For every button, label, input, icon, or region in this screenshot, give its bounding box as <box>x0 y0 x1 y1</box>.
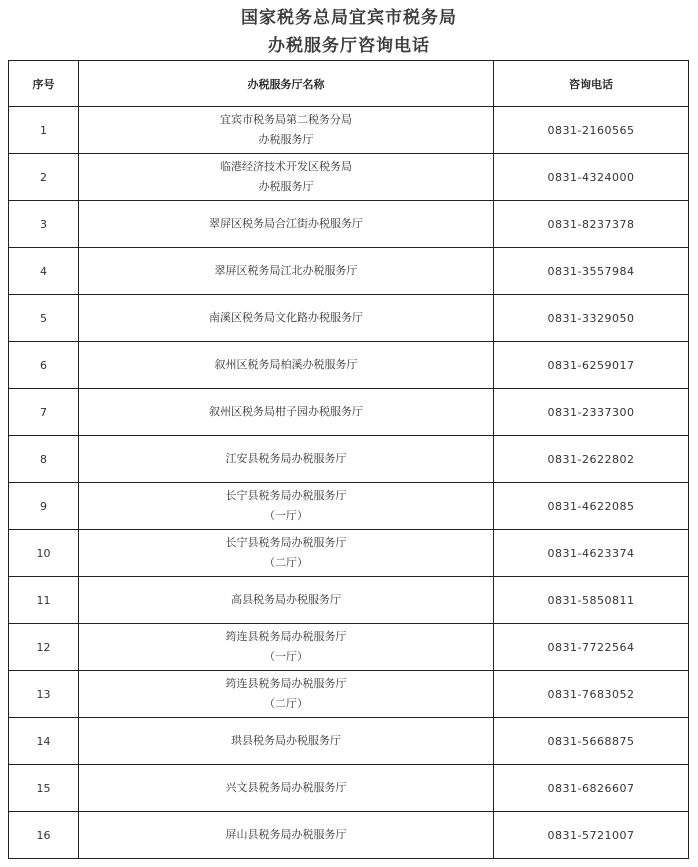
table-row <box>9 530 689 577</box>
table-row <box>9 812 689 859</box>
cell-no: 15 <box>9 765 79 812</box>
table-row <box>9 671 689 718</box>
cell-no: 3 <box>9 201 79 248</box>
cell-no: 4 <box>9 248 79 295</box>
hall-name-line: 长宁县税务局办税服务厅 <box>225 536 347 549</box>
header-no: 序号 <box>9 61 79 107</box>
hall-name-line: 南溪区税务局文化路办税服务厅 <box>209 311 363 324</box>
table-row <box>9 248 689 295</box>
cell-hall-name <box>79 624 494 671</box>
cell-phone: 0831-5721007 <box>494 812 689 859</box>
cell-phone: 0831-3557984 <box>494 248 689 295</box>
table-row <box>9 765 689 812</box>
header-phone: 咨询电话 <box>494 61 689 107</box>
cell-no: 14 <box>9 718 79 765</box>
table-row <box>9 483 689 530</box>
hall-name-line: 长宁县税务局办税服务厅 <box>225 489 347 502</box>
cell-hall-name <box>79 342 494 389</box>
hall-name-line: 叙州区税务局柏溪办税服务厅 <box>214 358 358 371</box>
cell-hall-name <box>79 107 494 154</box>
cell-hall-name <box>79 671 494 718</box>
cell-phone: 0831-5668875 <box>494 718 689 765</box>
cell-hall-name <box>79 483 494 530</box>
hall-name-line: 翠屏区税务局江北办税服务厅 <box>214 264 358 277</box>
cell-phone: 0831-2622802 <box>494 436 689 483</box>
cell-hall-name <box>79 295 494 342</box>
hall-name-line: （一厅） <box>264 509 308 522</box>
cell-hall-name <box>79 389 494 436</box>
hall-name-line: （二厅） <box>264 697 308 710</box>
tax-hall-table <box>8 60 689 859</box>
cell-no: 12 <box>9 624 79 671</box>
hall-name-line: （一厅） <box>264 650 308 663</box>
table-row <box>9 718 689 765</box>
table-header-row <box>9 61 689 107</box>
cell-hall-name <box>79 436 494 483</box>
cell-phone: 0831-4324000 <box>494 154 689 201</box>
cell-hall-name <box>79 577 494 624</box>
title-line-2: 办税服务厅咨询电话 <box>268 36 430 56</box>
cell-phone: 0831-4623374 <box>494 530 689 577</box>
hall-name-line: 办税服务厅 <box>258 180 314 193</box>
table-row <box>9 201 689 248</box>
cell-hall-name <box>79 765 494 812</box>
hall-name-line: 屏山县税务局办税服务厅 <box>225 828 347 841</box>
hall-name-line: 翠屏区税务局合江街办税服务厅 <box>209 217 363 230</box>
cell-no: 11 <box>9 577 79 624</box>
hall-name-line: 筠连县税务局办税服务厅 <box>225 677 347 690</box>
header-name: 办税服务厅名称 <box>79 61 494 107</box>
hall-name-line: 办税服务厅 <box>258 133 314 146</box>
cell-no: 5 <box>9 295 79 342</box>
hall-name-line: 珙县税务局办税服务厅 <box>231 734 341 747</box>
table-body <box>9 107 689 859</box>
cell-no: 9 <box>9 483 79 530</box>
cell-phone: 0831-4622085 <box>494 483 689 530</box>
table-row <box>9 342 689 389</box>
cell-no: 6 <box>9 342 79 389</box>
title-line-1: 国家税务总局宜宾市税务局 <box>241 8 457 28</box>
cell-no: 1 <box>9 107 79 154</box>
cell-phone: 0831-2160565 <box>494 107 689 154</box>
cell-no: 16 <box>9 812 79 859</box>
hall-name-line: 宜宾市税务局第二税务分局 <box>220 113 352 126</box>
cell-phone: 0831-6259017 <box>494 342 689 389</box>
cell-phone: 0831-2337300 <box>494 389 689 436</box>
cell-no: 2 <box>9 154 79 201</box>
cell-hall-name <box>79 718 494 765</box>
cell-no: 8 <box>9 436 79 483</box>
table-row <box>9 389 689 436</box>
cell-phone: 0831-3329050 <box>494 295 689 342</box>
table-row <box>9 295 689 342</box>
hall-name-line: 兴文县税务局办税服务厅 <box>225 781 347 794</box>
cell-phone: 0831-8237378 <box>494 201 689 248</box>
table-row <box>9 624 689 671</box>
table-row <box>9 154 689 201</box>
cell-hall-name <box>79 530 494 577</box>
hall-name-line: （二厅） <box>264 556 308 569</box>
hall-name-line: 临港经济技术开发区税务局 <box>220 160 352 173</box>
cell-no: 10 <box>9 530 79 577</box>
cell-phone: 0831-6826607 <box>494 765 689 812</box>
cell-hall-name <box>79 812 494 859</box>
hall-name-line: 叙州区税务局柑子园办税服务厅 <box>209 405 363 418</box>
hall-name-line: 高县税务局办税服务厅 <box>231 593 341 606</box>
cell-hall-name <box>79 154 494 201</box>
cell-no: 7 <box>9 389 79 436</box>
page-title <box>0 4 698 60</box>
cell-phone: 0831-7722564 <box>494 624 689 671</box>
cell-phone: 0831-5850811 <box>494 577 689 624</box>
cell-hall-name <box>79 201 494 248</box>
hall-name-line: 筠连县税务局办税服务厅 <box>225 630 347 643</box>
table-row <box>9 577 689 624</box>
table-row <box>9 436 689 483</box>
cell-no: 13 <box>9 671 79 718</box>
cell-phone: 0831-7683052 <box>494 671 689 718</box>
hall-name-line: 江安县税务局办税服务厅 <box>225 452 347 465</box>
table-row <box>9 107 689 154</box>
cell-hall-name <box>79 248 494 295</box>
